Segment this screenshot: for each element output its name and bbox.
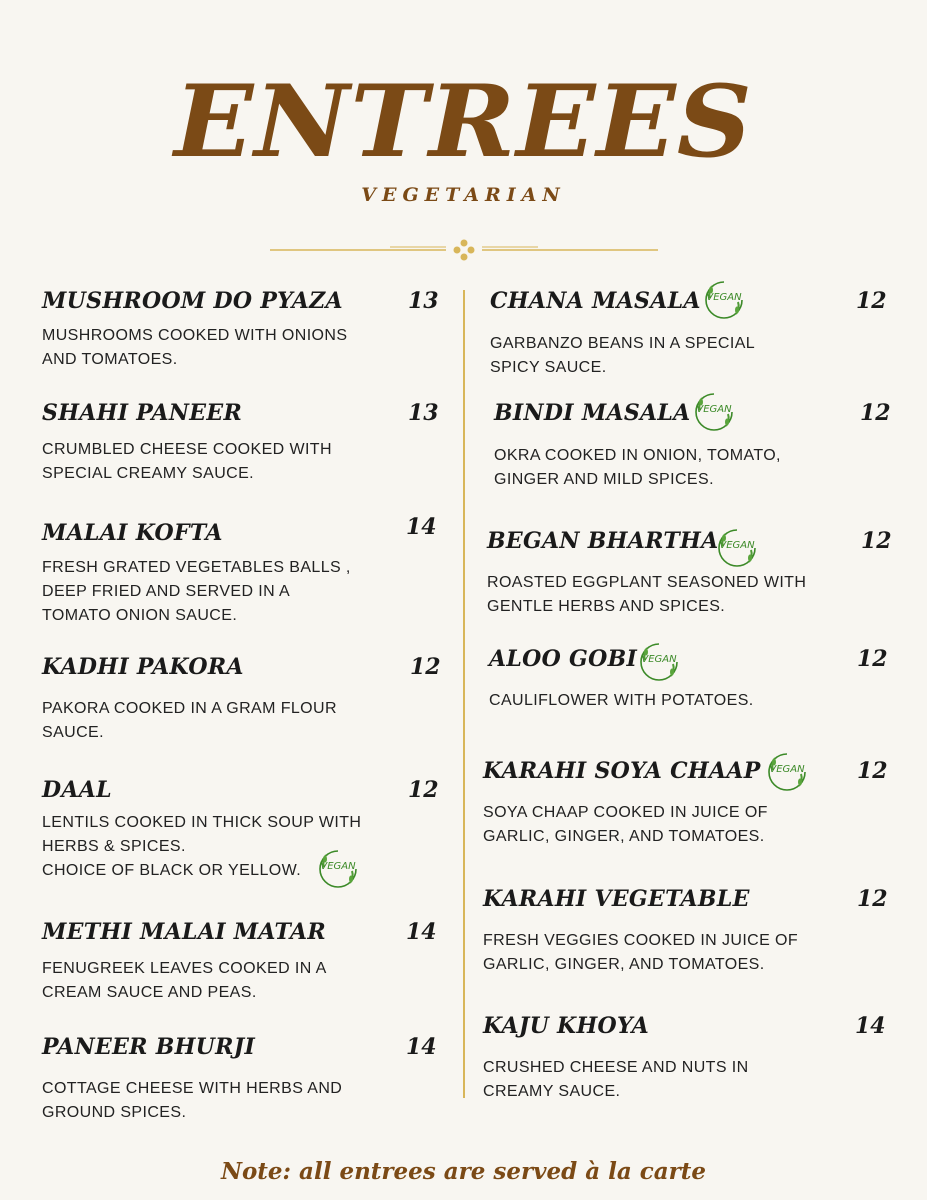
item-desc-line: HERBS & SPICES. [42, 838, 186, 855]
item-price: 12 [857, 646, 888, 672]
item-price: 12 [860, 400, 891, 426]
item-price: 12 [861, 528, 892, 554]
item-price: 12 [857, 758, 888, 784]
item-desc-line: CREAMY SAUCE. [483, 1083, 621, 1100]
item-name: KARAHI SOYA CHAAP [483, 758, 761, 784]
vegan-label: VEGAN [706, 292, 742, 303]
item-desc-line: COTTAGE CHEESE WITH HERBS AND [42, 1080, 343, 1097]
item-name: PANEER BHURJI [42, 1034, 256, 1060]
item-name: SHAHI PANEER [42, 400, 243, 426]
item-desc-line: SOYA CHAAP COOKED IN JUICE OF [483, 804, 768, 821]
item-desc-line: SAUCE. [42, 724, 104, 741]
item-desc-line: GARLIC, GINGER, AND TOMATOES. [483, 956, 765, 973]
item-name: KAJU KHOYA [483, 1013, 649, 1039]
item-desc-line: CHOICE OF BLACK OR YELLOW. [42, 862, 302, 879]
item-price: 13 [408, 288, 439, 314]
vegan-badge-icon [637, 640, 681, 684]
vegan-badge-icon [715, 526, 759, 570]
page-title: ENTREES [174, 63, 753, 180]
page-subtitle: VEGETARIAN [361, 184, 566, 206]
item-desc-line: SPECIAL CREAMY SAUCE. [42, 465, 255, 482]
item-desc-line: PAKORA COOKED IN A GRAM FLOUR [42, 700, 337, 717]
item-name: ALOO GOBI [489, 646, 638, 672]
item-price: 14 [855, 1013, 886, 1039]
item-desc-line: DEEP FRIED AND SERVED IN A [42, 583, 291, 600]
item-desc-line: GARBANZO BEANS IN A SPECIAL [490, 335, 756, 352]
item-desc-line: CAULIFLOWER WITH POTATOES. [489, 692, 754, 709]
item-desc-line: FENUGREEK LEAVES COOKED IN A [42, 960, 327, 977]
item-desc-line: AND TOMATOES. [42, 351, 178, 368]
item-desc-line: MUSHROOMS COOKED WITH ONIONS [42, 327, 348, 344]
item-name: DAAL [42, 777, 112, 803]
ornament-divider-icon [270, 238, 658, 262]
item-price: 14 [406, 1034, 437, 1060]
item-desc-line: GARLIC, GINGER, AND TOMATOES. [483, 828, 765, 845]
item-desc-line: SPICY SAUCE. [490, 359, 607, 376]
item-price: 13 [408, 400, 439, 426]
vegan-label: VEGAN [719, 540, 755, 551]
item-price: 14 [406, 919, 437, 945]
footer-note: Note: all entrees are served à la carte [220, 1158, 707, 1185]
vegan-badge-icon [692, 390, 736, 434]
item-desc-line: FRESH VEGGIES COOKED IN JUICE OF [483, 932, 799, 949]
item-price: 12 [856, 288, 887, 314]
column-divider [463, 290, 465, 1098]
vegan-badge-icon [765, 750, 809, 794]
vegan-label: VEGAN [769, 764, 805, 775]
item-desc-line: OKRA COOKED IN ONION, TOMATO, [494, 447, 781, 464]
item-name: KARAHI VEGETABLE [483, 886, 750, 912]
item-price: 12 [857, 886, 888, 912]
item-name: MALAI KOFTA [42, 520, 223, 546]
item-desc-line: CRUMBLED CHEESE COOKED WITH [42, 441, 332, 458]
item-price: 12 [408, 777, 439, 803]
item-price: 14 [406, 514, 437, 540]
vegan-label: VEGAN [641, 654, 677, 665]
menu-item-daal [42, 777, 440, 897]
item-desc-line: GENTLE HERBS AND SPICES. [487, 598, 726, 615]
item-desc-line: ROASTED EGGPLANT SEASONED WITH [487, 574, 807, 591]
item-name: KADHI PAKORA [42, 654, 244, 680]
item-desc-line: CREAM SAUCE AND PEAS. [42, 984, 257, 1001]
vegan-badge-icon [702, 278, 746, 322]
item-desc-line: CRUSHED CHEESE AND NUTS IN [483, 1059, 749, 1076]
item-name: MUSHROOM DO PYAZA [42, 288, 343, 314]
item-name: BINDI MASALA [494, 400, 691, 426]
item-price: 12 [410, 654, 441, 680]
item-name: METHI MALAI MATAR [42, 919, 326, 945]
item-desc-line: FRESH GRATED VEGETABLES BALLS , [42, 559, 351, 576]
item-desc-line: GINGER AND MILD SPICES. [494, 471, 714, 488]
item-name: BEGAN BHARTHA [487, 528, 719, 554]
vegan-label: VEGAN [696, 404, 732, 415]
item-desc-line: TOMATO ONION SAUCE. [42, 607, 238, 624]
vegan-label: VEGAN [320, 861, 356, 872]
item-desc-line: GROUND SPICES. [42, 1104, 187, 1121]
item-name: CHANA MASALA [490, 288, 701, 314]
vegan-badge-icon [316, 847, 360, 891]
item-desc-line: LENTILS COOKED IN THICK SOUP WITH [42, 814, 362, 831]
